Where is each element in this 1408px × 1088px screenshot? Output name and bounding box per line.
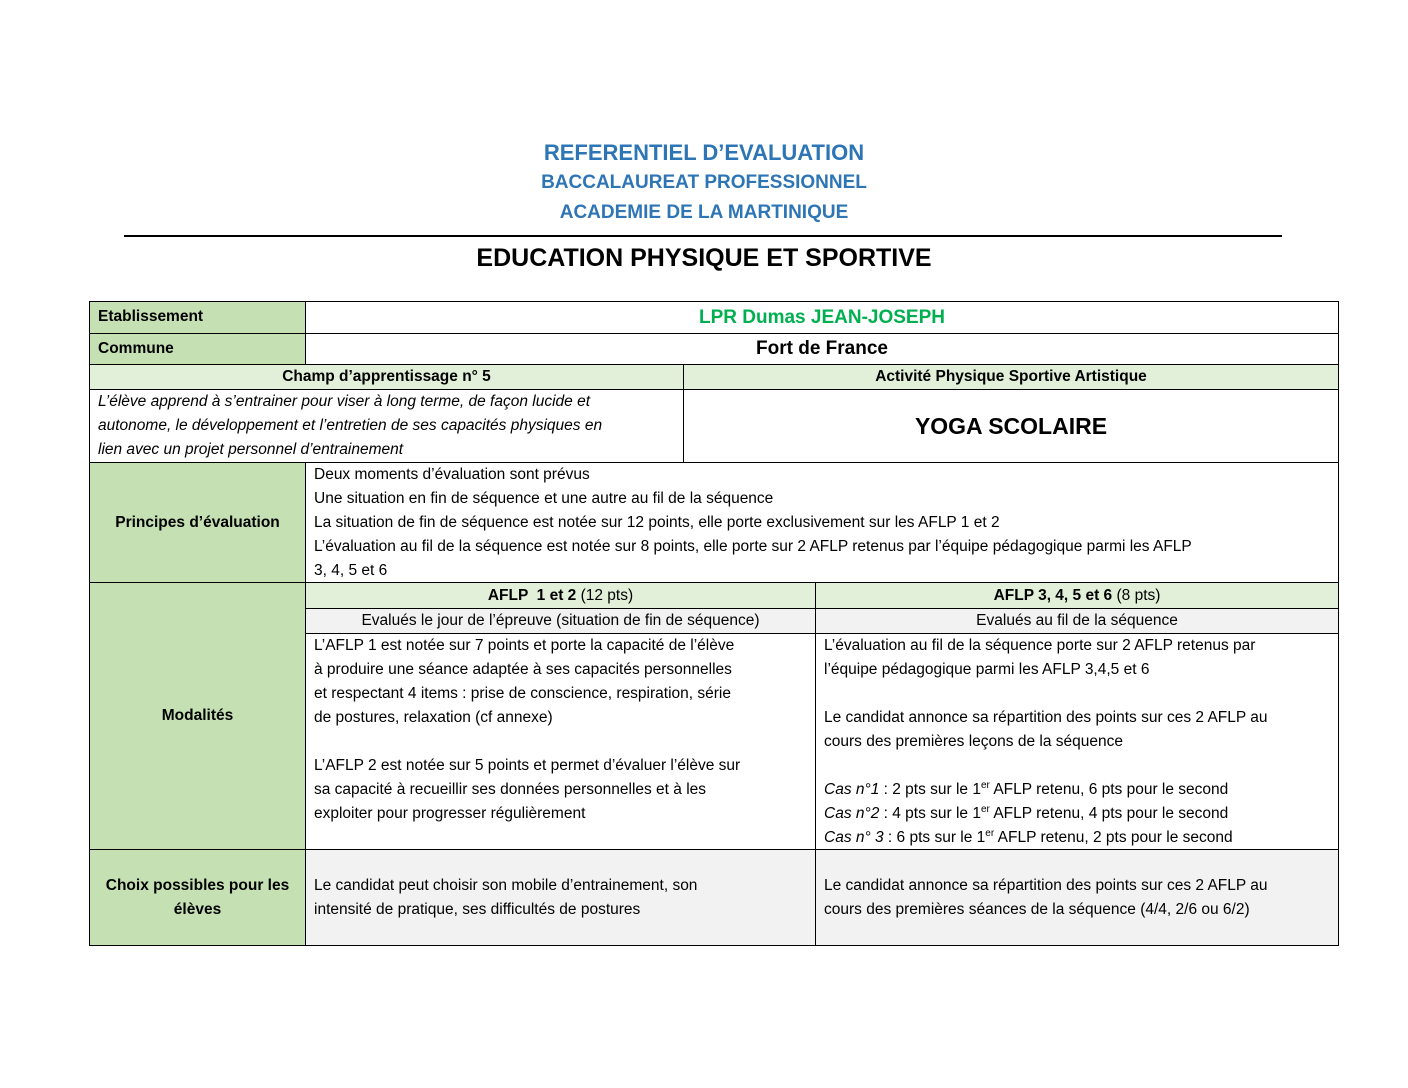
principes-line: Une situation en fin de séquence et une autre au fil de la séquence <box>314 490 774 507</box>
aflp1-line: à produire une séance adaptée à ses capacités personnelles <box>314 661 732 678</box>
case-text: : 2 pts sur le 1 <box>879 781 981 798</box>
header-line-2: BACCALAUREAT PROFESSIONNEL <box>541 172 867 193</box>
choix-right <box>815 849 1339 946</box>
principes-content <box>305 462 1339 583</box>
aflp12-subheader: Evalués le jour de l’épreuve (situation de fin de séquence) <box>305 608 816 634</box>
principes-line: 3, 4, 5 et 6 <box>314 562 388 579</box>
aflp2-line: sa capacité à recueillir ses données personnelles et à les <box>314 781 707 798</box>
case-text: : 4 pts sur le 1 <box>879 805 981 822</box>
main-title: EDUCATION PHYSIQUE ET SPORTIVE <box>476 244 932 272</box>
header-line-1: REFERENTIEL D’EVALUATION <box>543 140 865 165</box>
spacer <box>314 730 807 754</box>
etablissement-label: Etablissement <box>89 301 306 334</box>
aflp1-line: de postures, relaxation (cf annexe) <box>314 709 553 726</box>
aflp1-line: L’AFLP 1 est notée sur 7 points et porte la capacité de l’élève <box>314 637 735 654</box>
case-sup: er <box>985 827 995 839</box>
case-text: AFLP retenu, 2 pts pour le second <box>994 829 1233 846</box>
champ-line: L’élève apprend à s’entrainer pour viser à long terme, de façon lucide et <box>98 393 590 410</box>
case-text: AFLP retenu, 6 pts pour le second <box>989 781 1229 798</box>
aflp2-line: exploiter pour progresser régulièrement <box>314 805 586 822</box>
case-label: Cas n°2 <box>824 805 880 822</box>
case-label: Cas n°1 <box>824 781 880 798</box>
champ-label: Champ d’apprentissage n° 5 <box>89 364 684 390</box>
spacer <box>824 754 1330 778</box>
principes-line: Deux moments d’évaluation sont prévus <box>314 466 590 483</box>
case-sup: er <box>980 803 990 815</box>
choix-label: Choix possibles pour les élèves <box>89 849 306 946</box>
document-header <box>0 138 1408 228</box>
repartition-line: cours des premières leçons de la séquence <box>824 733 1123 750</box>
aflp3456-points: (8 pts) <box>1112 586 1161 604</box>
case-sup: er <box>980 779 990 791</box>
choix-left-line: intensité de pratique, ses difficultés de postures <box>314 900 641 918</box>
aflp12-content <box>305 633 816 850</box>
champ-line: autonome, le développement et l’entretien de ses capacités physiques en <box>98 417 603 434</box>
aflp3456-header <box>815 582 1339 609</box>
aflp3456-subheader: Evalués au fil de la séquence <box>815 608 1339 634</box>
etablissement-value: LPR Dumas JEAN-JOSEPH <box>305 301 1339 334</box>
aflp12-points: (12 pts) <box>576 586 634 604</box>
case-line-2 <box>824 802 1330 826</box>
aflp3456-line: l’équipe pédagogique parmi les AFLP 3,4,5 et 6 <box>824 661 1150 678</box>
header-line-3: ACADEMIE DE LA MARTINIQUE <box>559 202 849 223</box>
champ-description <box>89 389 684 463</box>
case-line-1 <box>824 778 1330 802</box>
principes-label: Principes d’évaluation <box>89 462 306 583</box>
principes-line: La situation de fin de séquence est notée sur 12 points, elle porte exclusivement sur les AFLP 1 et 2 <box>314 514 1000 531</box>
modalites-label: Modalités <box>89 582 306 850</box>
case-text: AFLP retenu, 4 pts pour le second <box>989 805 1229 822</box>
choix-right-line: cours des premières séances de la séquence (4/4, 2/6 ou 6/2) <box>824 900 1250 918</box>
commune-label: Commune <box>89 333 306 365</box>
principes-line: L’évaluation au fil de la séquence est notée sur 8 points, elle porte sur 2 AFLP retenus par l’équipe pédagogique parmi les AFLP <box>314 538 1192 555</box>
choix-left <box>305 849 816 946</box>
aflp12-header <box>305 582 816 609</box>
aflp12-title: AFLP 1 et 2 <box>487 586 577 604</box>
choix-left-line: Le candidat peut choisir son mobile d’entrainement, son <box>314 876 698 894</box>
aflp2-line: L’AFLP 2 est notée sur 5 points et permet d’évaluer l’élève sur <box>314 757 741 774</box>
activite-label: Activité Physique Sportive Artistique <box>683 364 1339 390</box>
case-text: : 6 pts sur le 1 <box>883 829 986 846</box>
commune-value: Fort de France <box>305 333 1339 365</box>
case-line-3 <box>824 826 1330 850</box>
aflp1-line: et respectant 4 items : prise de conscience, respiration, série <box>314 685 731 702</box>
repartition-line: Le candidat annonce sa répartition des points sur ces 2 AFLP au <box>824 709 1268 726</box>
aflp3456-title: AFLP 3, 4, 5 et 6 <box>993 586 1113 604</box>
spacer <box>824 682 1330 706</box>
activite-value: YOGA SCOLAIRE <box>683 389 1339 463</box>
aflp3456-content <box>815 633 1339 850</box>
header-rule <box>124 235 1282 237</box>
case-label: Cas n° 3 <box>824 829 884 846</box>
aflp3456-line: L’évaluation au fil de la séquence porte sur 2 AFLP retenus par <box>824 637 1256 654</box>
choix-right-line: Le candidat annonce sa répartition des points sur ces 2 AFLP au <box>824 876 1268 894</box>
champ-line: lien avec un projet personnel d’entrainement <box>98 441 404 458</box>
